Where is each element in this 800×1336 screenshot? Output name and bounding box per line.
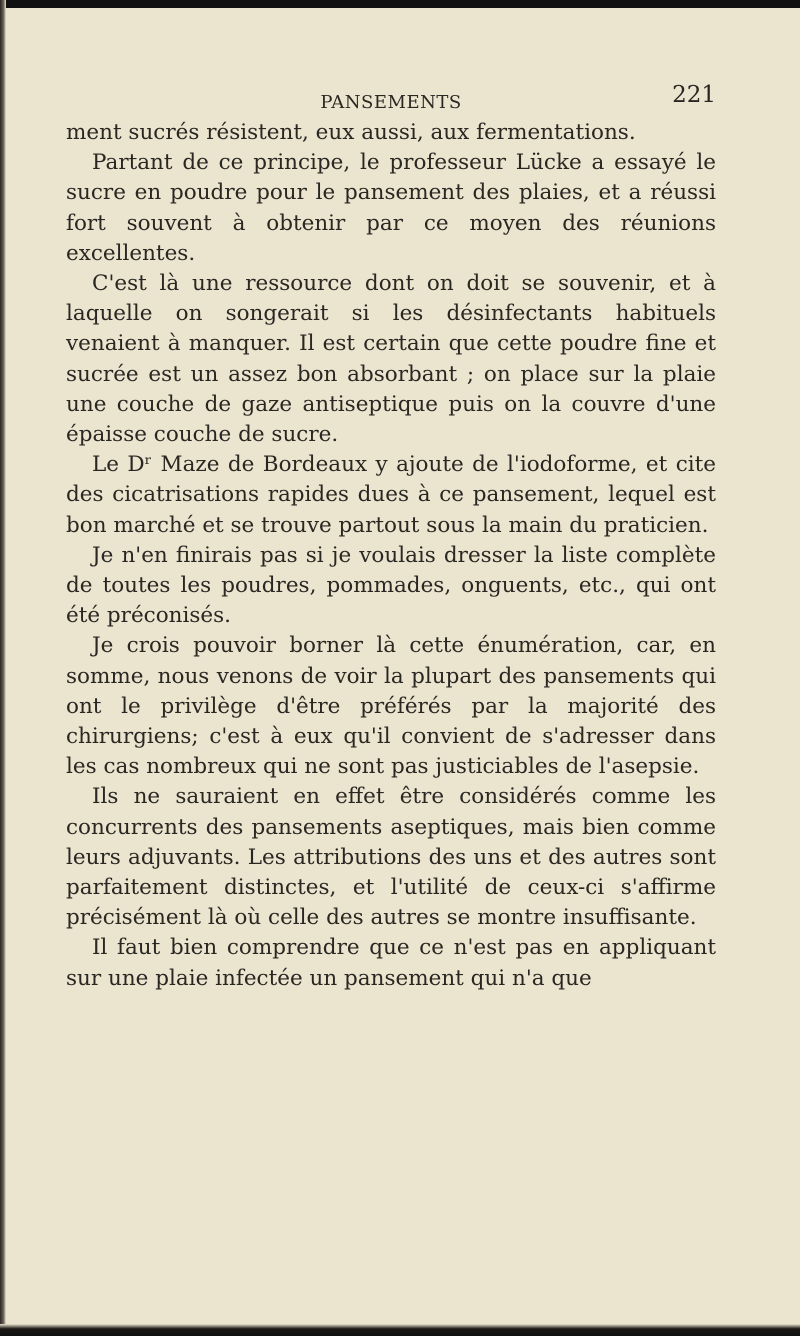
body-text: [66, 118, 716, 994]
paragraph-maze: Le Dʳ Maze de Bordeaux y ajoute de l'iodoforme, et cite des cicatrisations rapides dues à ce pansement, lequel est bon marché et se trouve partout sous la main du praticien.: [66, 452, 716, 538]
page-binding-edge: [0, 0, 6, 1336]
paragraph-liste: Je n'en finirais pas si je voulais dresser la liste complète de toutes les poudres, pommades, onguents, etc., qui ont été préconisés.: [66, 542, 716, 629]
paragraph-lucke: Partant de ce principe, le professeur Lücke a essayé le sucre en poudre pour le pansement des plaies, et a réussi fort souvent à obtenir par ce moyen des réunions excellentes.: [66, 150, 716, 266]
paragraph-enumeration: Je crois pouvoir borner là cette énumération, car, en somme, nous venons de voir la plupart des pansements qui ont le privilège d'être préférés par la majorité des chirurgiens; c'est à eux qu'il convient de s'adresser dans les cas nombreux qui ne sont pas justiciables de l'asepsie.: [66, 633, 716, 780]
running-head: [66, 78, 716, 118]
paragraph-continued: ment sucrés résistent, eux aussi, aux fermentations.: [66, 120, 636, 145]
paragraph-ressource: C'est là une ressource dont on doit se souvenir, et à laquelle on songerait si les désinfectants habituels venaient à manquer. Il est certain que cette poudre fine et sucrée est un assez bon absorbant ; on place sur la plaie une couche de gaze antiseptique puis on la couvre d'une épaisse couche de sucre.: [66, 271, 716, 448]
running-title: PANSEMENTS: [320, 92, 462, 113]
page-number: 221: [672, 82, 716, 108]
paragraph-adjuvants: Ils ne sauraient en effet être considérés comme les concurrents des pansements aseptiques, mais bien comme leurs adjuvants. Les attributions des uns et des autres sont parfaitement distinctes, et l'utilité de ceux-ci s'affirme précisément là où celle des autres se montre insuffisante.: [66, 784, 716, 931]
paragraph-comprendre: Il faut bien comprendre que ce n'est pas en appliquant sur une plaie infectée un pansement qui n'a que: [66, 935, 716, 991]
book-page: [66, 78, 716, 994]
page-bottom-edge: [0, 1324, 800, 1336]
page-top-edge: [0, 0, 800, 8]
